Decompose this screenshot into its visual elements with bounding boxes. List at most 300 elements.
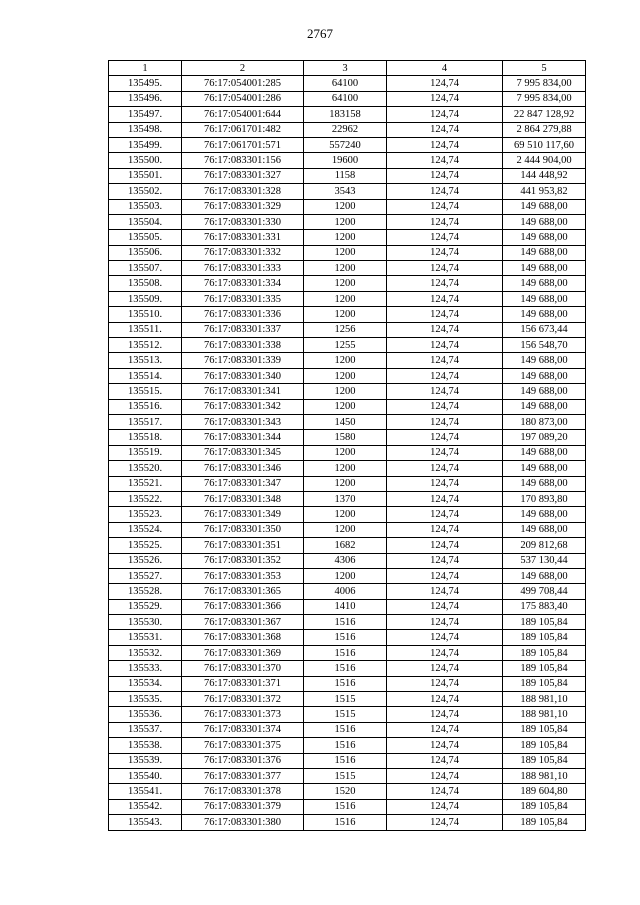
rate-cell: 124,74 [387, 214, 503, 229]
cadastral-number-cell: 76:17:083301:374 [182, 722, 304, 737]
value-cell: 189 105,84 [503, 815, 586, 830]
rate-cell: 124,74 [387, 291, 503, 306]
table-row [109, 722, 586, 737]
rate-cell: 124,74 [387, 799, 503, 814]
cadastral-number-cell: 76:17:083301:338 [182, 338, 304, 353]
cadastral-number-cell: 76:17:083301:376 [182, 753, 304, 768]
rate-cell: 124,74 [387, 230, 503, 245]
table-row [109, 76, 586, 91]
cadastral-number-cell: 76:17:083301:351 [182, 538, 304, 553]
value-cell: 149 688,00 [503, 230, 586, 245]
area-cell: 1516 [304, 722, 387, 737]
cadastral-number-cell: 76:17:054001:285 [182, 76, 304, 91]
table-row [109, 291, 586, 306]
value-cell: 499 708,44 [503, 584, 586, 599]
value-cell: 2 444 904,00 [503, 153, 586, 168]
area-cell: 3543 [304, 184, 387, 199]
cadastral-number-cell: 76:17:083301:349 [182, 507, 304, 522]
value-cell: 175 883,40 [503, 599, 586, 614]
row-number-cell: 135516. [109, 399, 182, 414]
cadastral-number-cell: 76:17:083301:342 [182, 399, 304, 414]
rate-cell: 124,74 [387, 491, 503, 506]
cadastral-number-cell: 76:17:083301:353 [182, 568, 304, 583]
table-row [109, 768, 586, 783]
row-number-cell: 135538. [109, 738, 182, 753]
area-cell: 4306 [304, 553, 387, 568]
value-cell: 170 893,80 [503, 491, 586, 506]
table-row [109, 784, 586, 799]
cadastral-number-cell: 76:17:083301:380 [182, 815, 304, 830]
rate-cell: 124,74 [387, 538, 503, 553]
cadastral-number-cell: 76:17:083301:340 [182, 368, 304, 383]
row-number-cell: 135527. [109, 568, 182, 583]
row-number-cell: 135539. [109, 753, 182, 768]
row-number-cell: 135513. [109, 353, 182, 368]
cadastral-number-cell: 76:17:083301:350 [182, 522, 304, 537]
page-number: 2767 [307, 26, 333, 41]
area-cell: 1515 [304, 768, 387, 783]
area-cell: 557240 [304, 137, 387, 152]
cadastral-number-cell: 76:17:083301:370 [182, 661, 304, 676]
area-cell: 1516 [304, 630, 387, 645]
area-cell: 4006 [304, 584, 387, 599]
table-row [109, 461, 586, 476]
value-cell: 149 688,00 [503, 568, 586, 583]
rate-cell: 124,74 [387, 276, 503, 291]
rate-cell: 124,74 [387, 599, 503, 614]
column-header-1: 1 [109, 61, 182, 76]
cadastral-number-cell: 76:17:083301:339 [182, 353, 304, 368]
table-row [109, 568, 586, 583]
cadastral-number-cell: 76:17:083301:343 [182, 414, 304, 429]
rate-cell: 124,74 [387, 307, 503, 322]
table-row [109, 445, 586, 460]
cadastral-number-cell: 76:17:083301:378 [182, 784, 304, 799]
table-row [109, 676, 586, 691]
row-number-cell: 135532. [109, 645, 182, 660]
table-row [109, 214, 586, 229]
rate-cell: 124,74 [387, 399, 503, 414]
rate-cell: 124,74 [387, 430, 503, 445]
row-number-cell: 135500. [109, 153, 182, 168]
table-row [109, 199, 586, 214]
area-cell: 1580 [304, 430, 387, 445]
cadastral-number-cell: 76:17:083301:328 [182, 184, 304, 199]
cadastral-number-cell: 76:17:083301:375 [182, 738, 304, 753]
rate-cell: 124,74 [387, 445, 503, 460]
area-cell: 1520 [304, 784, 387, 799]
rate-cell: 124,74 [387, 107, 503, 122]
table-row [109, 353, 586, 368]
rate-cell: 124,74 [387, 615, 503, 630]
table-row [109, 91, 586, 106]
value-cell: 189 105,84 [503, 738, 586, 753]
row-number-cell: 135522. [109, 491, 182, 506]
value-cell: 189 105,84 [503, 753, 586, 768]
area-cell: 1200 [304, 291, 387, 306]
row-number-cell: 135521. [109, 476, 182, 491]
area-cell: 1200 [304, 445, 387, 460]
cadastral-number-cell: 76:17:083301:345 [182, 445, 304, 460]
table-row [109, 507, 586, 522]
area-cell: 1158 [304, 168, 387, 183]
value-cell: 7 995 834,00 [503, 91, 586, 106]
table-row [109, 645, 586, 660]
table-row [109, 538, 586, 553]
table-row [109, 491, 586, 506]
rate-cell: 124,74 [387, 753, 503, 768]
cadastral-number-cell: 76:17:083301:334 [182, 276, 304, 291]
value-cell: 209 812,68 [503, 538, 586, 553]
value-cell: 149 688,00 [503, 353, 586, 368]
rate-cell: 124,74 [387, 707, 503, 722]
area-cell: 1200 [304, 568, 387, 583]
row-number-cell: 135503. [109, 199, 182, 214]
row-number-cell: 135518. [109, 430, 182, 445]
row-number-cell: 135535. [109, 692, 182, 707]
row-number-cell: 135523. [109, 507, 182, 522]
area-cell: 1516 [304, 753, 387, 768]
rate-cell: 124,74 [387, 353, 503, 368]
rate-cell: 124,74 [387, 476, 503, 491]
cadastral-number-cell: 76:17:083301:366 [182, 599, 304, 614]
table-row [109, 384, 586, 399]
rate-cell: 124,74 [387, 76, 503, 91]
cadastral-number-cell: 76:17:083301:341 [182, 384, 304, 399]
table-body [109, 76, 586, 830]
area-cell: 1200 [304, 261, 387, 276]
area-cell: 1516 [304, 645, 387, 660]
rate-cell: 124,74 [387, 322, 503, 337]
table-row [109, 230, 586, 245]
cadastral-number-cell: 76:17:083301:335 [182, 291, 304, 306]
row-number-cell: 135501. [109, 168, 182, 183]
row-number-cell: 135510. [109, 307, 182, 322]
table-row [109, 707, 586, 722]
area-cell: 1200 [304, 307, 387, 322]
rate-cell: 124,74 [387, 338, 503, 353]
row-number-cell: 135504. [109, 214, 182, 229]
table-row [109, 630, 586, 645]
rate-cell: 124,74 [387, 184, 503, 199]
cadastral-number-cell: 76:17:083301:379 [182, 799, 304, 814]
value-cell: 149 688,00 [503, 199, 586, 214]
cadastral-number-cell: 76:17:083301:367 [182, 615, 304, 630]
row-number-cell: 135496. [109, 91, 182, 106]
area-cell: 1255 [304, 338, 387, 353]
row-number-cell: 135508. [109, 276, 182, 291]
area-cell: 1682 [304, 538, 387, 553]
rate-cell: 124,74 [387, 122, 503, 137]
row-number-cell: 135529. [109, 599, 182, 614]
value-cell: 149 688,00 [503, 522, 586, 537]
area-cell: 1450 [304, 414, 387, 429]
cadastral-number-cell: 76:17:083301:368 [182, 630, 304, 645]
value-cell: 149 688,00 [503, 276, 586, 291]
row-number-cell: 135507. [109, 261, 182, 276]
value-cell: 22 847 128,92 [503, 107, 586, 122]
table-row [109, 276, 586, 291]
table-row [109, 815, 586, 830]
rate-cell: 124,74 [387, 568, 503, 583]
cadastral-number-cell: 76:17:083301:329 [182, 199, 304, 214]
rate-cell: 124,74 [387, 245, 503, 260]
value-cell: 149 688,00 [503, 445, 586, 460]
cadastral-number-cell: 76:17:083301:336 [182, 307, 304, 322]
row-number-cell: 135495. [109, 76, 182, 91]
value-cell: 149 688,00 [503, 214, 586, 229]
area-cell: 1200 [304, 384, 387, 399]
table-row [109, 553, 586, 568]
row-number-cell: 135509. [109, 291, 182, 306]
table-row [109, 122, 586, 137]
rate-cell: 124,74 [387, 645, 503, 660]
value-cell: 156 548,70 [503, 338, 586, 353]
area-cell: 64100 [304, 76, 387, 91]
area-cell: 1516 [304, 615, 387, 630]
table-row [109, 692, 586, 707]
cadastral-number-cell: 76:17:061701:482 [182, 122, 304, 137]
value-cell: 189 105,84 [503, 615, 586, 630]
table-row [109, 184, 586, 199]
rate-cell: 124,74 [387, 368, 503, 383]
area-cell: 1516 [304, 738, 387, 753]
row-number-cell: 135524. [109, 522, 182, 537]
area-cell: 1410 [304, 599, 387, 614]
rate-cell: 124,74 [387, 261, 503, 276]
table-row [109, 137, 586, 152]
area-cell: 1200 [304, 230, 387, 245]
value-cell: 69 510 117,60 [503, 137, 586, 152]
rate-cell: 124,74 [387, 553, 503, 568]
table-row [109, 414, 586, 429]
area-cell: 1515 [304, 707, 387, 722]
area-cell: 1200 [304, 461, 387, 476]
value-cell: 149 688,00 [503, 461, 586, 476]
table-row [109, 599, 586, 614]
rate-cell: 124,74 [387, 692, 503, 707]
table-row [109, 107, 586, 122]
table-header-row [109, 61, 586, 76]
area-cell: 1200 [304, 276, 387, 291]
rate-cell: 124,74 [387, 384, 503, 399]
cadastral-number-cell: 76:17:083301:344 [182, 430, 304, 445]
table-row [109, 261, 586, 276]
row-number-cell: 135515. [109, 384, 182, 399]
value-cell: 189 105,84 [503, 722, 586, 737]
value-cell: 188 981,10 [503, 707, 586, 722]
cadastral-number-cell: 76:17:083301:327 [182, 168, 304, 183]
row-number-cell: 135520. [109, 461, 182, 476]
rate-cell: 124,74 [387, 784, 503, 799]
area-cell: 1200 [304, 476, 387, 491]
column-header-3: 3 [304, 61, 387, 76]
area-cell: 183158 [304, 107, 387, 122]
area-cell: 1516 [304, 799, 387, 814]
value-cell: 144 448,92 [503, 168, 586, 183]
cadastral-number-cell: 76:17:083301:373 [182, 707, 304, 722]
rate-cell: 124,74 [387, 91, 503, 106]
area-cell: 1200 [304, 353, 387, 368]
value-cell: 149 688,00 [503, 307, 586, 322]
registry-table [108, 60, 586, 831]
value-cell: 156 673,44 [503, 322, 586, 337]
table-row [109, 738, 586, 753]
value-cell: 441 953,82 [503, 184, 586, 199]
value-cell: 2 864 279,88 [503, 122, 586, 137]
row-number-cell: 135534. [109, 676, 182, 691]
area-cell: 1200 [304, 507, 387, 522]
row-number-cell: 135502. [109, 184, 182, 199]
row-number-cell: 135497. [109, 107, 182, 122]
row-number-cell: 135506. [109, 245, 182, 260]
row-number-cell: 135514. [109, 368, 182, 383]
area-cell: 19600 [304, 153, 387, 168]
row-number-cell: 135541. [109, 784, 182, 799]
value-cell: 149 688,00 [503, 507, 586, 522]
column-header-2: 2 [182, 61, 304, 76]
cadastral-number-cell: 76:17:083301:371 [182, 676, 304, 691]
table-row [109, 476, 586, 491]
rate-cell: 124,74 [387, 768, 503, 783]
value-cell: 149 688,00 [503, 384, 586, 399]
column-header-4: 4 [387, 61, 503, 76]
area-cell: 64100 [304, 91, 387, 106]
rate-cell: 124,74 [387, 507, 503, 522]
row-number-cell: 135525. [109, 538, 182, 553]
rate-cell: 124,74 [387, 815, 503, 830]
table-row [109, 584, 586, 599]
cadastral-number-cell: 76:17:083301:332 [182, 245, 304, 260]
row-number-cell: 135512. [109, 338, 182, 353]
table-row [109, 661, 586, 676]
rate-cell: 124,74 [387, 738, 503, 753]
value-cell: 7 995 834,00 [503, 76, 586, 91]
row-number-cell: 135543. [109, 815, 182, 830]
value-cell: 149 688,00 [503, 368, 586, 383]
rate-cell: 124,74 [387, 676, 503, 691]
value-cell: 180 873,00 [503, 414, 586, 429]
cadastral-number-cell: 76:17:083301:331 [182, 230, 304, 245]
row-number-cell: 135530. [109, 615, 182, 630]
value-cell: 189 105,84 [503, 645, 586, 660]
area-cell: 1516 [304, 676, 387, 691]
value-cell: 188 981,10 [503, 768, 586, 783]
value-cell: 189 105,84 [503, 676, 586, 691]
row-number-cell: 135517. [109, 414, 182, 429]
table-row [109, 368, 586, 383]
area-cell: 22962 [304, 122, 387, 137]
cadastral-number-cell: 76:17:083301:348 [182, 491, 304, 506]
area-cell: 1200 [304, 522, 387, 537]
rate-cell: 124,74 [387, 153, 503, 168]
area-cell: 1370 [304, 491, 387, 506]
cadastral-number-cell: 76:17:083301:337 [182, 322, 304, 337]
row-number-cell: 135542. [109, 799, 182, 814]
rate-cell: 124,74 [387, 461, 503, 476]
table-row [109, 615, 586, 630]
cadastral-number-cell: 76:17:083301:156 [182, 153, 304, 168]
rate-cell: 124,74 [387, 137, 503, 152]
table-row [109, 430, 586, 445]
cadastral-number-cell: 76:17:054001:644 [182, 107, 304, 122]
column-header-5: 5 [503, 61, 586, 76]
value-cell: 149 688,00 [503, 399, 586, 414]
cadastral-number-cell: 76:17:083301:377 [182, 768, 304, 783]
table-row [109, 245, 586, 260]
row-number-cell: 135519. [109, 445, 182, 460]
row-number-cell: 135526. [109, 553, 182, 568]
cadastral-number-cell: 76:17:054001:286 [182, 91, 304, 106]
area-cell: 1200 [304, 245, 387, 260]
table-row [109, 799, 586, 814]
value-cell: 189 105,84 [503, 661, 586, 676]
row-number-cell: 135533. [109, 661, 182, 676]
table-row [109, 322, 586, 337]
cadastral-number-cell: 76:17:061701:571 [182, 137, 304, 152]
value-cell: 149 688,00 [503, 476, 586, 491]
value-cell: 188 981,10 [503, 692, 586, 707]
rate-cell: 124,74 [387, 661, 503, 676]
value-cell: 537 130,44 [503, 553, 586, 568]
area-cell: 1200 [304, 399, 387, 414]
row-number-cell: 135498. [109, 122, 182, 137]
area-cell: 1200 [304, 199, 387, 214]
rate-cell: 124,74 [387, 722, 503, 737]
cadastral-number-cell: 76:17:083301:330 [182, 214, 304, 229]
cadastral-number-cell: 76:17:083301:333 [182, 261, 304, 276]
cadastral-number-cell: 76:17:083301:347 [182, 476, 304, 491]
area-cell: 1515 [304, 692, 387, 707]
value-cell: 197 089,20 [503, 430, 586, 445]
table-row [109, 338, 586, 353]
table-row [109, 153, 586, 168]
area-cell: 1256 [304, 322, 387, 337]
cadastral-number-cell: 76:17:083301:346 [182, 461, 304, 476]
value-cell: 189 604,80 [503, 784, 586, 799]
value-cell: 189 105,84 [503, 630, 586, 645]
row-number-cell: 135537. [109, 722, 182, 737]
value-cell: 149 688,00 [503, 291, 586, 306]
cadastral-number-cell: 76:17:083301:369 [182, 645, 304, 660]
cadastral-number-cell: 76:17:083301:372 [182, 692, 304, 707]
area-cell: 1516 [304, 815, 387, 830]
rate-cell: 124,74 [387, 584, 503, 599]
rate-cell: 124,74 [387, 199, 503, 214]
area-cell: 1200 [304, 368, 387, 383]
cadastral-number-cell: 76:17:083301:365 [182, 584, 304, 599]
table-row [109, 168, 586, 183]
row-number-cell: 135536. [109, 707, 182, 722]
rate-cell: 124,74 [387, 414, 503, 429]
cadastral-number-cell: 76:17:083301:352 [182, 553, 304, 568]
table-row [109, 307, 586, 322]
table-row [109, 753, 586, 768]
value-cell: 149 688,00 [503, 261, 586, 276]
row-number-cell: 135511. [109, 322, 182, 337]
rate-cell: 124,74 [387, 630, 503, 645]
rate-cell: 124,74 [387, 168, 503, 183]
table-row [109, 522, 586, 537]
area-cell: 1200 [304, 214, 387, 229]
value-cell: 149 688,00 [503, 245, 586, 260]
row-number-cell: 135528. [109, 584, 182, 599]
row-number-cell: 135505. [109, 230, 182, 245]
row-number-cell: 135540. [109, 768, 182, 783]
rate-cell: 124,74 [387, 522, 503, 537]
row-number-cell: 135499. [109, 137, 182, 152]
table-row [109, 399, 586, 414]
